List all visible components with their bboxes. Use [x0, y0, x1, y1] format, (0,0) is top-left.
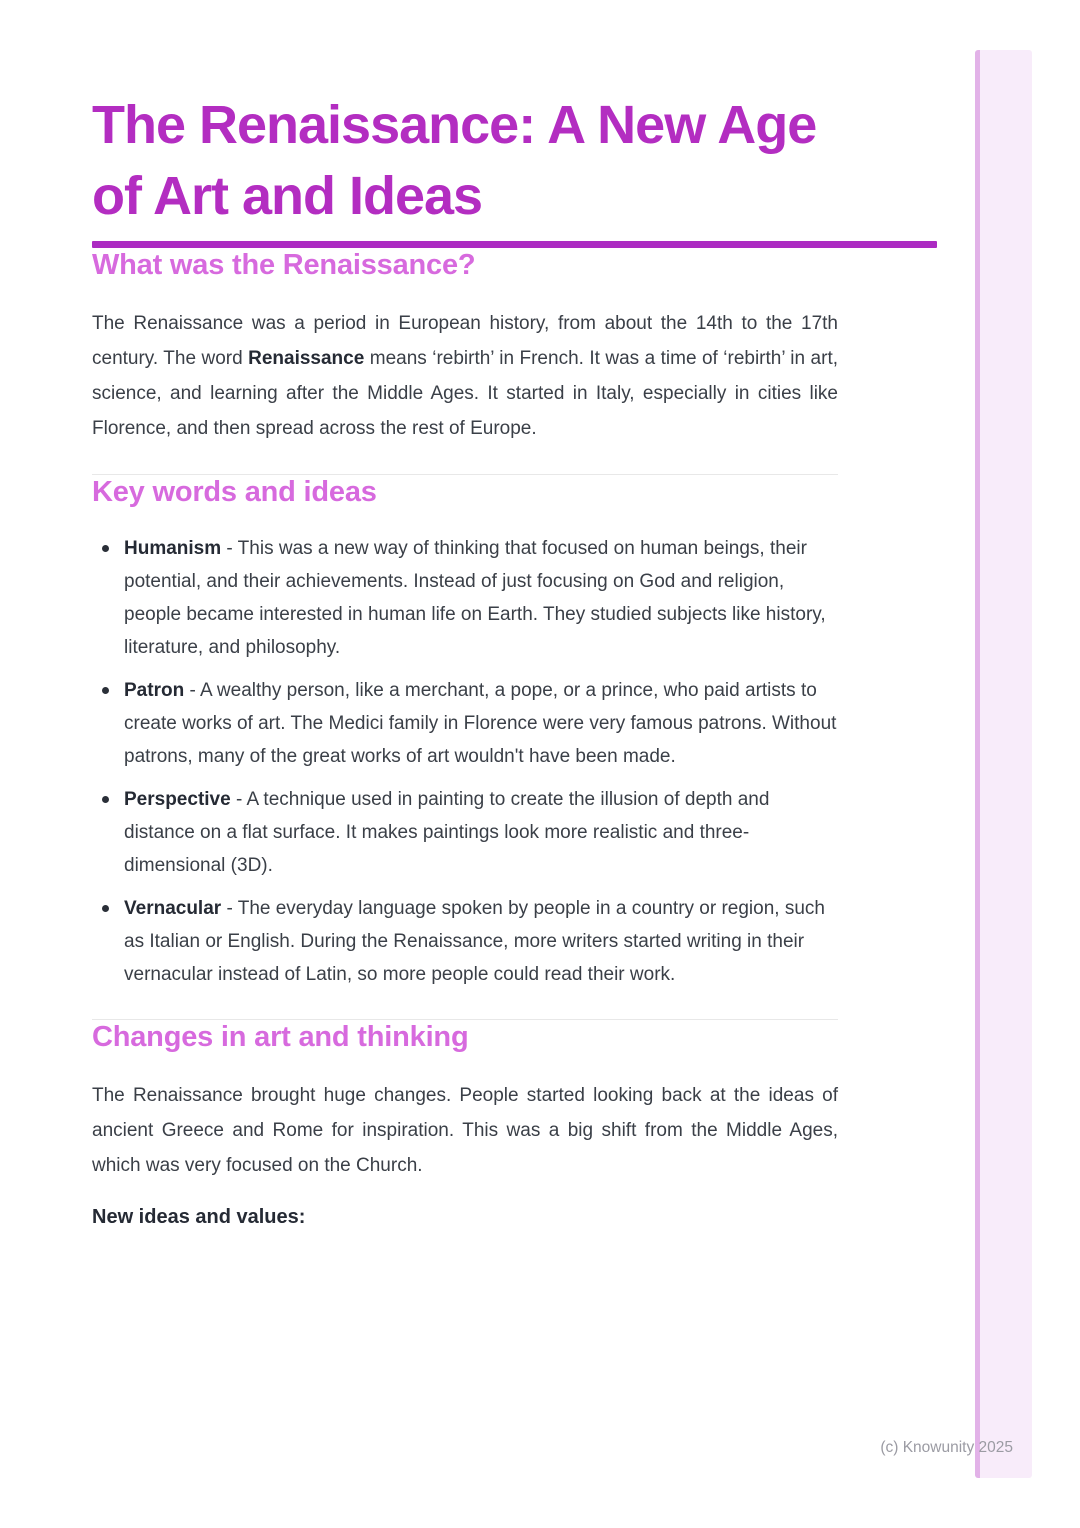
intro-bold-word: Renaissance [248, 348, 365, 369]
keyword-desc: - A technique used in painting to create the illusion of depth and distance on a flat surface. It makes paintings look more realistic and three-dimensional (3D). [124, 789, 770, 876]
intro-text-after: means ‘rebirth’ in French. It was a time of ‘rebirth’ in art, science, and learning after the Middle Ages. It started in Italy, especially in cities like Florence, and then spread across the rest of Europe. [92, 348, 838, 439]
intro-paragraph [92, 306, 838, 446]
watermark: (c) Knowunity 2025 [880, 1439, 1013, 1456]
keyword-desc: - This was a new way of thinking that focused on human beings, their potential, and their achievements. Instead of just focusing on God and religion, people became interested in human life on Earth. They studied subjects like history, literature, and philosophy. [124, 538, 826, 658]
list-item-humanism [92, 532, 838, 664]
keyword-list [92, 532, 838, 991]
list-item-vernacular [92, 892, 838, 991]
page-title-line-2: of Art and Ideas [92, 166, 483, 226]
page-title-line-1: The Renaissance: A New Age [92, 95, 817, 155]
intro-text-before: The Renaissance was a period in European history, from about the 14th to the 17th century. The word [92, 313, 838, 369]
keyword-desc: - The everyday language spoken by people in a country or region, such as Italian or English. During the Renaissance, more writers started writing in their vernacular instead of Latin, so more people could read their work. [124, 898, 825, 985]
title-underline-rule [92, 241, 937, 248]
keyword-term: Vernacular [124, 898, 222, 919]
keyword-desc: - A wealthy person, like a merchant, a pope, or a prince, who paid artists to create works of art. The Medici family in Florence were very famous patrons. Without patrons, many of the great works of art wouldn't have been made. [124, 680, 837, 767]
list-item-perspective [92, 783, 838, 882]
page-title [92, 90, 838, 232]
document-content [92, 0, 838, 1229]
keyword-term: Perspective [124, 789, 231, 810]
list-item-patron [92, 674, 838, 773]
section-heading-what-was: What was the Renaissance? [92, 249, 476, 281]
changes-subheading: New ideas and values: [92, 1206, 306, 1228]
keyword-term: Humanism [124, 538, 222, 559]
changes-paragraph: The Renaissance brought huge changes. People started looking back at the ideas of ancient Greece and Rome for inspiration. This was a big shift from the Middle Ages, which was very focused on the Church. [92, 1085, 838, 1176]
keyword-term: Patron [124, 680, 185, 701]
section-heading-key-words: Key words and ideas [92, 476, 377, 508]
page-edge-decoration-bar [975, 50, 1032, 1478]
section-heading-changes: Changes in art and thinking [92, 1021, 469, 1053]
